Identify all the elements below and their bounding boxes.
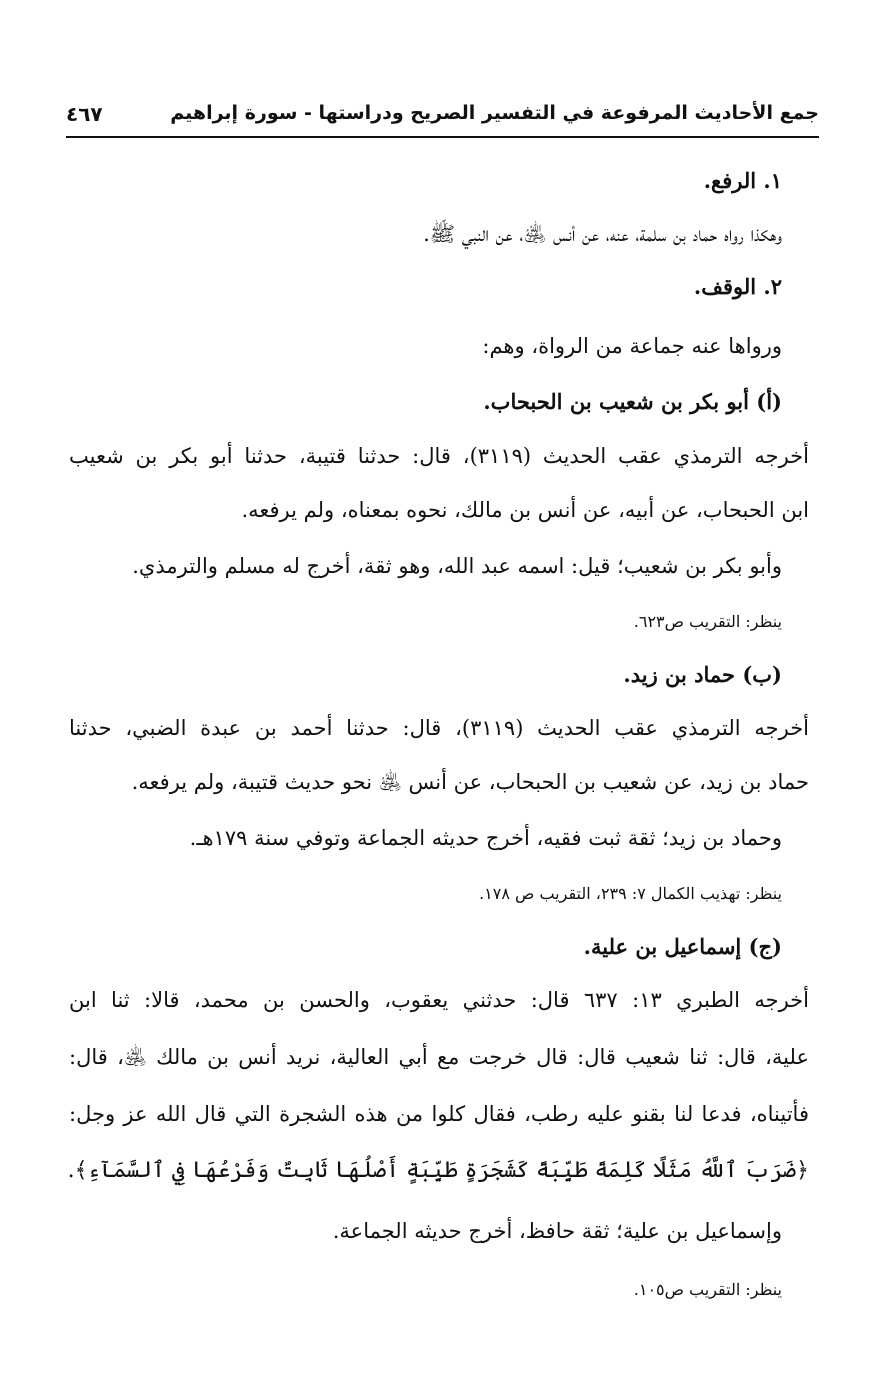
header-title: جمع الأحاديث المرفوعة في التفسير الصريح ودراستها - سورة إبراهيم [170,102,819,124]
page-number: ٤٦٧ [66,102,103,126]
paragraph-line: أخرجه الترمذي عقب الحديث (٣١١٩)، قال: حدثنا قتيبة، حدثنا أبو بكر بن شعيب [69,444,809,468]
paragraph-line: ورواها عنه جماعة من الرواة، وهم: [482,334,782,358]
reference-line: ينظر: التقريب ص١٠٥. [633,1280,782,1299]
quran-verse: ﴿ضَرَبَ ٱللَّهُ مَثَلًا كَلِمَةً طَيِّبَةً كَشَجَرَةٍ طَيِّبَةٍ أَصْلُهَا ثَابِتٌ وَفَرْعُهَا فِي ٱلسَّمَآءِ﴾. [67,1158,809,1183]
narrator-heading-c: (ج) إسماعيل بن علية. [583,934,782,959]
paragraph-line: أخرجه الطبري ١٣: ٦٣٧ قال: حدثني يعقوب، والحسن بن محمد، قالا: ثنا ابن [69,988,809,1012]
running-header [66,98,819,138]
paragraph-line: حماد بن زيد، عن شعيب بن الحبحاب، عن أنس ﵁ نحو حديث قتيبة، ولم يرفعه. [131,770,809,794]
paragraph-line: فأتيناه، فدعا لنا بقنو عليه رطب، فقال كلوا من هذه الشجرة التي قال الله عز وجل: [69,1102,809,1126]
paragraph-line: وإسماعيل بن علية؛ ثقة حافظ، أخرج حديثه الجماعة. [332,1219,782,1243]
paragraph-line: علية، قال: ثنا شعيب قال: قال خرجت مع أبي العالية، نريد أنس بن مالك ﵁، قال: [69,1045,809,1069]
narrator-heading-a: (أ) أبو بكر بن شعيب بن الحبحاب. [483,389,782,414]
paragraph-line: ابن الحبحاب، عن أبيه، عن أنس بن مالك، نحوه بمعناه، ولم يرفعه. [241,498,809,522]
section-heading-raf: ١. الرفع. [703,168,782,193]
paragraph-line: وحماد بن زيد؛ ثقة ثبت فقيه، أخرج حديثه الجماعة وتوفي سنة ١٧٩هـ. [189,826,782,850]
section-heading-waqf: ٢. الوقف. [693,274,782,299]
reference-line: ينظر: التقريب ص٦٢٣. [633,612,782,631]
paragraph-line: وهكذا رواه حماد بن سلمة، عنه، عن أنس ﵁، عن النبي ﷺ. [423,222,782,246]
paragraph-line: وأبو بكر بن شعيب؛ قيل: اسمه عبد الله، وهو ثقة، أخرج له مسلم والترمذي. [132,554,782,578]
paragraph-line: أخرجه الترمذي عقب الحديث (٣١١٩)، قال: حدثنا أحمد بن عبدة الضبي، حدثنا [69,716,810,740]
reference-line: ينظر: تهذيب الكمال ٧: ٢٣٩، التقريب ص ١٧٨. [479,884,782,903]
narrator-heading-b: (ب) حماد بن زيد. [623,662,782,687]
